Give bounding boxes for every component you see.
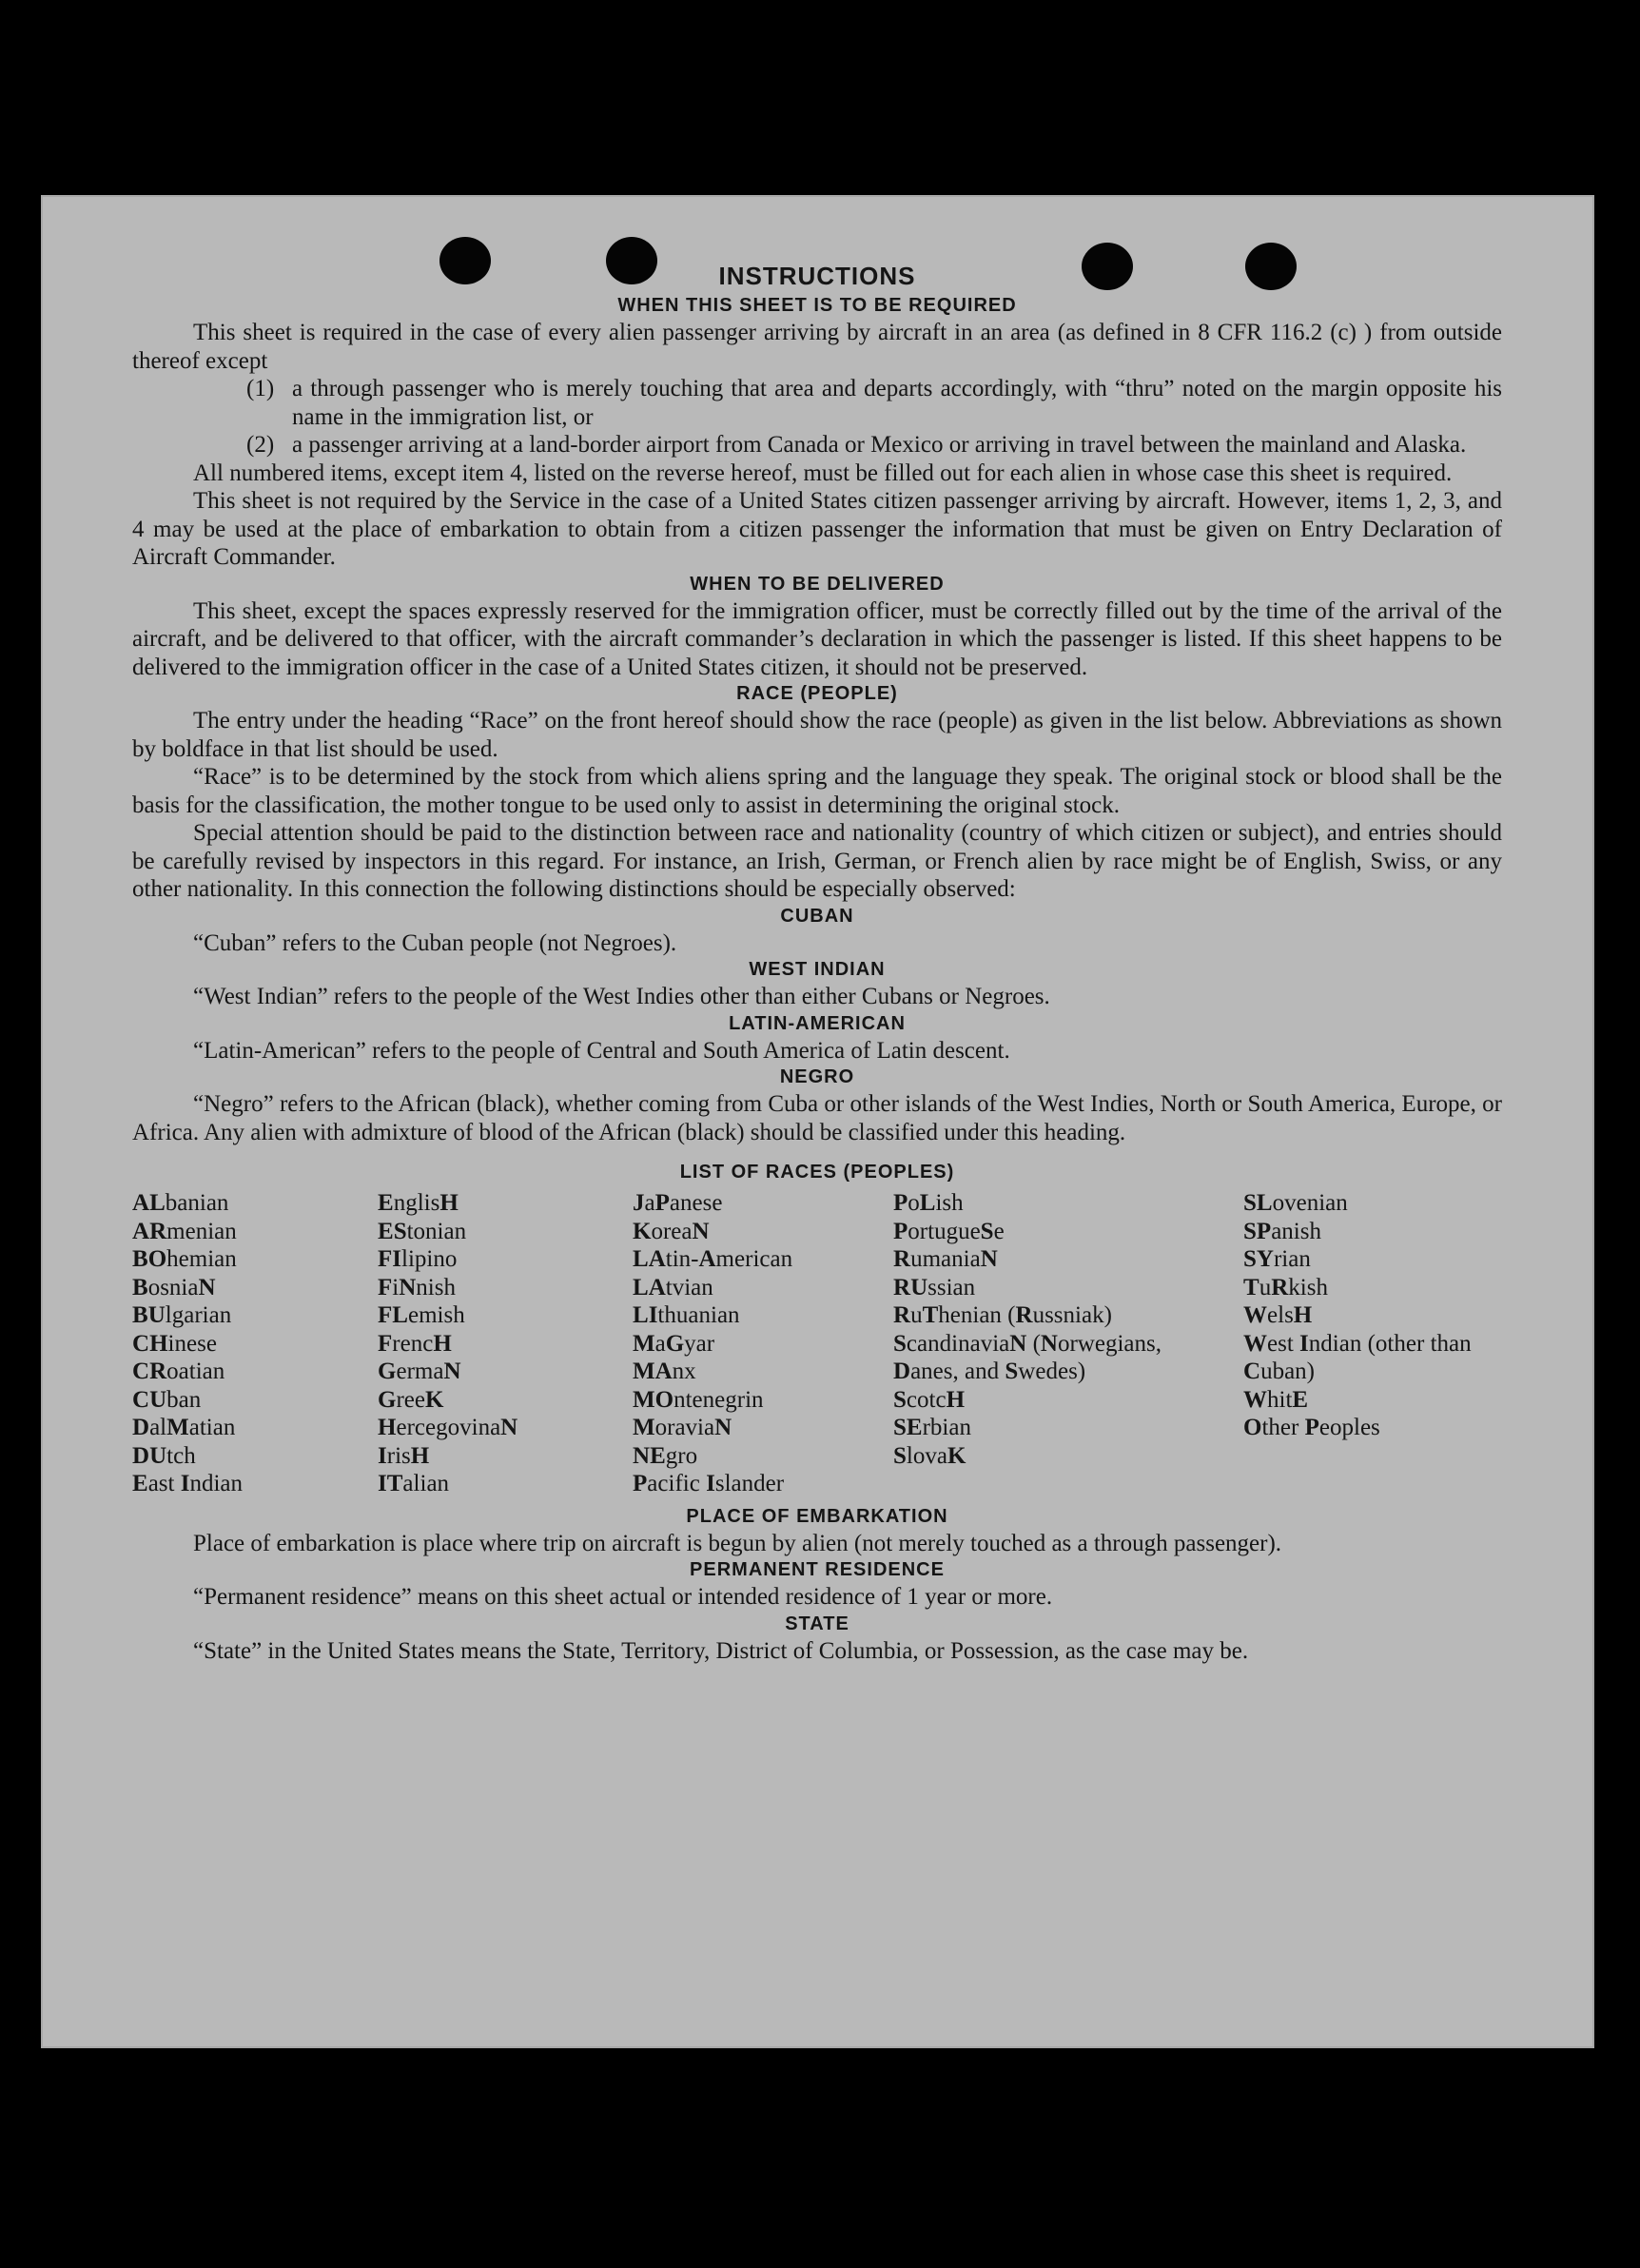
race-entry: RumaniaN [893,1246,998,1272]
race-entry: CHinese [132,1330,217,1357]
heading-required: WHEN THIS SHEET IS TO BE REQUIRED [617,295,1017,316]
paragraph: “Negro” refers to the African (black), whether coming from Cuba or other islands of the West Indies, North or South America, Europe, or Africa. Any alien with admixture of blood of the African (black) should be classified under this heading. [132,1091,1502,1145]
heading-west-indian: WEST INDIAN [749,959,886,980]
race-entry: West Indian (other than Cuban) [1243,1330,1472,1384]
list-number: (1) [246,376,275,401]
race-entry: FiNnish [378,1274,456,1300]
paragraph: “Latin-American” refers to the people of Central and South America of Latin descent. [193,1037,1010,1064]
race-entry: TuRkish [1243,1274,1328,1300]
paragraph: “Race” is to be determined by the stock from which aliens spring and the language they speak. The original stock or blood shall be the basis for the classification, the mother tongue to be used only to assist in determining the original stock. [132,764,1502,818]
race-entry: CRoatian [132,1359,225,1384]
race-entry: NEgro [633,1442,698,1469]
race-entry: EStonian [378,1218,467,1244]
race-entry: MaGyar [633,1330,715,1357]
paragraph: All numbered items, except item 4, listed on the reverse hereof, must be filled out for each alien in whose case this sheet is required. [193,459,1453,486]
races-column [378,1189,633,1498]
heading-embarkation: PLACE OF EMBARKATION [686,1505,948,1527]
race-entry: WelsH [1243,1302,1313,1328]
list-item [132,375,1502,431]
race-entry: RuThenian (Russniak) [893,1302,1112,1328]
heading-race: RACE (PEOPLE) [736,683,898,704]
race-entry: Other Peoples [1243,1415,1380,1440]
race-entry: ITalian [378,1471,450,1496]
race-entry: SYrian [1243,1246,1311,1272]
race-entry: ScandinaviaN (Norwegians, Danes, and Swedes) [893,1330,1162,1384]
race-entry: IrisH [378,1442,430,1469]
instructions-content [132,252,1502,1665]
heading-cuban: CUBAN [780,905,854,927]
race-entry: KoreaN [633,1218,710,1244]
race-entry: CUban [132,1386,202,1413]
race-entry: DalMatian [132,1415,236,1440]
race-entry: MoraviaN [633,1415,732,1440]
race-entry: LIthuanian [633,1302,740,1328]
race-entry: FIlipino [378,1246,458,1272]
heading-negro: NEGRO [779,1066,855,1087]
race-entry: FLemish [378,1302,465,1328]
race-entry: DUtch [132,1442,196,1469]
race-entry: EnglisH [378,1190,459,1216]
race-entry: GermaN [378,1359,461,1384]
race-entry: East Indian [132,1471,244,1496]
races-column [1186,1189,1502,1498]
race-entry: RUssian [893,1274,976,1300]
races-column [633,1189,893,1498]
paragraph: “Permanent residence” means on this sheet actual or intended residence of 1 year or more. [193,1584,1053,1610]
race-entry: Pacific Islander [633,1471,785,1496]
race-entry: PortugueSe [893,1218,1005,1244]
paragraph: The entry under the heading “Race” on the front hereof should show the race (people) as given in the list below. Abbreviations as shown by boldface in that list should be used. [132,708,1502,762]
race-entry: WhitE [1243,1386,1309,1413]
race-entry: SPanish [1243,1218,1321,1244]
list-text: a through passenger who is merely touching that area and departs accordingly, with “thru” noted on the margin opposite his name in the immigration list, or [292,376,1502,430]
race-entry: SlovaK [893,1442,966,1469]
heading-state: STATE [785,1613,849,1634]
race-entry: FrencH [378,1330,452,1357]
race-entry: BOhemian [132,1246,237,1272]
race-entry: PoLish [893,1190,964,1216]
paragraph: “Cuban” refers to the Cuban people (not Negroes). [193,929,677,956]
race-entry: BUlgarian [132,1302,232,1328]
race-entry: BosniaN [132,1274,216,1300]
race-entry: MOntenegrin [633,1386,764,1413]
paragraph: Special attention should be paid to the distinction between race and nationality (country of which citizen or subject), and entries should be carefully revised by inspectors in this regard. For instance, an Irish, German, or French alien by race might be of English, Swiss, or any other nationality. In this connection the following distinctions should be especially observed: [132,820,1502,902]
heading-latin-american: LATIN-AMERICAN [729,1012,906,1034]
race-entry: ARmenian [132,1218,237,1244]
heading-races-list: LIST OF RACES (PEOPLES) [679,1162,955,1183]
races-column [132,1189,378,1498]
paragraph: “State” in the United States means the State, Territory, District of Columbia, or Possession, as the case may be. [193,1637,1249,1664]
heading-residence: PERMANENT RESIDENCE [690,1559,945,1580]
paragraph: This sheet is not required by the Service in the case of a United States citizen passenger arriving by aircraft. However, items 1, 2, 3, and 4 may be used at the place of embarkation to obtain from a citizen passenger the information that must be given on Entry Declaration of Aircraft Commander. [132,488,1502,570]
heading-delivered: WHEN TO BE DELIVERED [690,573,945,595]
race-entry: JaPanese [633,1190,723,1216]
races-column [893,1189,1186,1498]
list-item [132,431,1502,459]
race-entry: SErbian [893,1415,971,1440]
paragraph: This sheet is required in the case of every alien passenger arriving by aircraft in an area (as defined in 8 CFR 116.2 (c) ) from outside thereof except [132,320,1502,374]
list-text: a passenger arriving at a land-border airport from Canada or Mexico or arriving in travel between the mainland and Alaska. [292,432,1467,458]
race-entry: LAtin-American [633,1246,793,1272]
paragraph: Place of embarkation is place where trip on aircraft is begun by alien (not merely touched as a through passenger). [193,1530,1282,1556]
race-entry: ScotcH [893,1386,966,1413]
race-entry: HercegovinaN [378,1415,518,1440]
paragraph: “West Indian” refers to the people of the West Indies other than either Cubans or Negroes. [193,984,1050,1009]
race-entry: LAtvian [633,1274,713,1300]
races-list [132,1189,1502,1498]
list-number: (2) [246,432,275,458]
document-title: INSTRUCTIONS [718,262,916,290]
document-sheet [41,195,1594,2048]
race-entry: ALbanian [132,1190,229,1216]
race-entry: SLovenian [1243,1190,1348,1216]
paragraph: This sheet, except the spaces expressly reserved for the immigration officer, must be correctly filled out by the time of the arrival of the aircraft, and be delivered to that officer, with the aircraft commander’s declaration in which the passenger is listed. If this sheet happens to be delivered to the immigration officer in the case of a United States citizen, it should not be preserved. [132,597,1502,680]
race-entry: GreeK [378,1386,444,1413]
race-entry: MAnx [633,1359,696,1384]
